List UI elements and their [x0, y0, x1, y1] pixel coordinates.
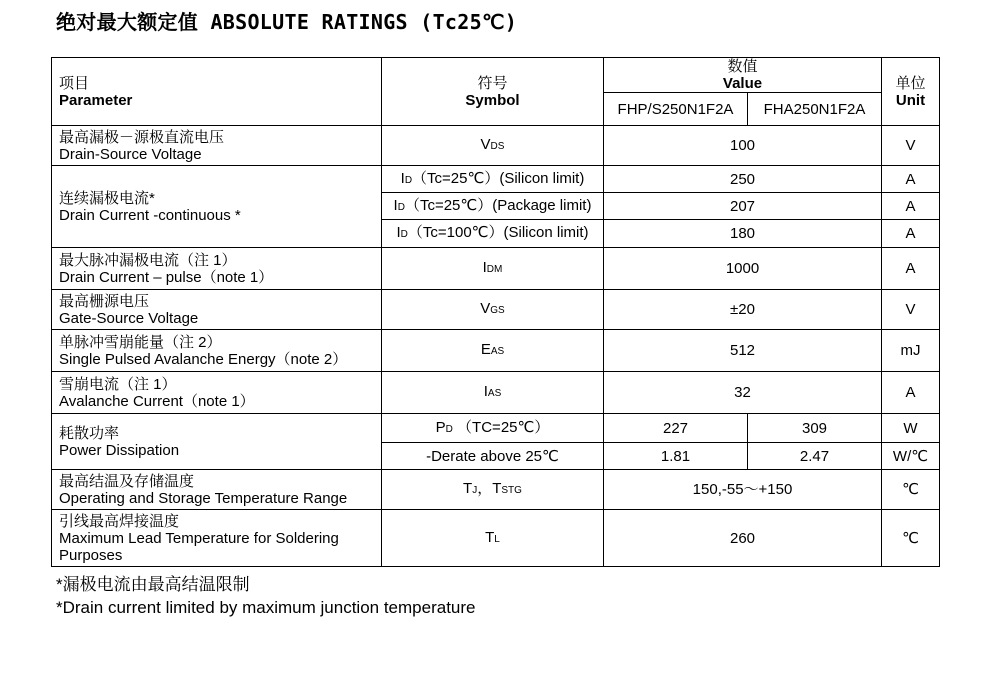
symbol-cell: -Derate above 25℃ [382, 443, 604, 470]
value-cell-col2: 309 [748, 414, 882, 443]
symbol-cell [382, 126, 604, 166]
param-cell [52, 126, 382, 166]
header-value-col1: FHP/S250N1F2A [604, 93, 748, 126]
header-symbol [382, 58, 604, 126]
row-eas [52, 330, 940, 372]
param-cn: 单脉冲雪崩能量（注 2） [59, 333, 222, 351]
header-row [52, 58, 940, 93]
param-cell [52, 166, 382, 248]
unit-cell: A [882, 248, 940, 290]
symbol-subscript: D [445, 423, 453, 435]
param-en: Drain-Source Voltage [59, 145, 202, 163]
symbol-cell [382, 220, 604, 248]
header-param-en: Parameter [59, 91, 133, 109]
unit-cell: ℃ [882, 510, 940, 567]
symbol-condition: （Tc=100℃）(Silicon limit) [407, 224, 589, 241]
symbol: I [393, 196, 398, 214]
symbol: I [396, 224, 401, 241]
footnote-en: *Drain current limited by maximum junction temperature [56, 598, 476, 617]
unit-cell: A [882, 166, 940, 193]
param-cn: 耗散功率 [59, 424, 120, 442]
param-cn: 最高栅源电压 [59, 292, 150, 310]
row-idm [52, 248, 940, 290]
param-en: Drain Current – pulse（note 1） [59, 268, 274, 286]
unit-cell: V [882, 126, 940, 166]
footnote-cn: *漏极电流由最高结温限制 [56, 575, 250, 594]
symbol-cell [382, 470, 604, 510]
symbol: E [480, 341, 491, 358]
param-cell [52, 290, 382, 330]
symbol-subscript: AS [487, 388, 502, 399]
symbol: T [463, 480, 473, 497]
unit-cell: W/℃ [882, 443, 940, 470]
row-vds [52, 126, 940, 166]
value-cell: 100 [604, 126, 882, 166]
header-unit [882, 58, 940, 126]
symbol: T [492, 480, 502, 497]
unit-cell: V [882, 290, 940, 330]
header-value-en: Value [722, 75, 763, 92]
symbol-subscript: D [404, 174, 413, 186]
unit-cell: ℃ [882, 470, 940, 510]
symbol-cell [382, 330, 604, 372]
symbol-condition: （Tc=25℃）(Silicon limit) [412, 169, 585, 187]
value-cell: 250 [604, 166, 882, 193]
value-cell: 150,-55～+150 [604, 470, 882, 510]
param-cell [52, 470, 382, 510]
param-en: Drain Current -continuous * [59, 206, 241, 224]
row-ias [52, 372, 940, 414]
symbol-subscript: STG [501, 485, 522, 496]
param-cn: 引线最高焊接温度 [59, 512, 180, 530]
symbol-separator: ， [477, 480, 493, 497]
header-unit-en: Unit [895, 91, 926, 109]
row-tj [52, 470, 940, 510]
param-en: Single Pulsed Avalanche Energy（note 2） [59, 350, 348, 368]
param-cn: 连续漏极电流* [59, 189, 155, 207]
symbol-subscript: DS [490, 141, 505, 152]
absolute-ratings-table [51, 57, 940, 567]
unit-cell: A [882, 220, 940, 248]
header-symbol-cn: 符号 [477, 74, 508, 92]
param-en: Maximum Lead Temperature for Soldering Purposes [59, 529, 339, 564]
value-cell: ±20 [604, 290, 882, 330]
value-cell: 180 [604, 220, 882, 248]
header-symbol-en: Symbol [465, 91, 520, 109]
unit-cell: mJ [882, 330, 940, 372]
symbol-subscript: D [397, 201, 405, 213]
header-unit-cn: 单位 [895, 74, 926, 92]
symbol-cell [382, 290, 604, 330]
param-en: Operating and Storage Temperature Range [59, 489, 348, 507]
value-cell-col1: 1.81 [604, 443, 748, 470]
symbol-subscript: D [400, 229, 408, 240]
symbol: T [485, 528, 495, 546]
value-cell: 512 [604, 330, 882, 372]
header-param-cn: 项目 [59, 74, 90, 92]
symbol-subscript: DM [486, 264, 503, 275]
symbol: I [483, 383, 488, 400]
header-value-cn: 数值 [727, 58, 758, 75]
symbol-cell [382, 414, 604, 443]
symbol: P [435, 418, 446, 436]
param-cell [52, 510, 382, 567]
param-cell [52, 414, 382, 470]
param-cell [52, 372, 382, 414]
symbol-cell [382, 193, 604, 220]
page-title: 绝对最大额定值 ABSOLUTE RATINGS (Tc25℃) [56, 10, 518, 34]
symbol: I [400, 169, 405, 187]
symbol: V [480, 136, 491, 153]
row-id-1 [52, 166, 940, 193]
symbol-condition: （Tc=25℃）(Package limit) [404, 196, 592, 214]
param-en: Avalanche Current（note 1） [59, 392, 255, 410]
param-cell [52, 248, 382, 290]
value-cell-col1: 227 [604, 414, 748, 443]
value-cell: 32 [604, 372, 882, 414]
value-cell: 1000 [604, 248, 882, 290]
row-pd [52, 414, 940, 443]
param-en: Power Dissipation [59, 441, 180, 459]
value-cell-col2: 2.47 [748, 443, 882, 470]
symbol: V [480, 300, 491, 317]
unit-cell: W [882, 414, 940, 443]
symbol-cell [382, 166, 604, 193]
symbol-subscript: L [494, 533, 500, 545]
symbol-cell [382, 372, 604, 414]
row-tl [52, 510, 940, 567]
symbol: I [482, 259, 487, 276]
param-cell [52, 330, 382, 372]
value-cell: 207 [604, 193, 882, 220]
symbol-cell [382, 510, 604, 567]
symbol-subscript: GS [490, 305, 505, 316]
unit-cell: A [882, 372, 940, 414]
header-parameter [52, 58, 382, 126]
symbol-condition: （TC=25℃） [452, 418, 550, 436]
param-cn: 雪崩电流（注 1） [59, 375, 177, 393]
symbol-subscript: J [472, 485, 478, 496]
param-cn: 最大脉冲漏极电流（注 1） [59, 251, 237, 269]
row-vgs [52, 290, 940, 330]
header-value-col2: FHA250N1F2A [748, 93, 882, 126]
value-cell: 260 [604, 510, 882, 567]
param-cn: 最高漏极－源极直流电压 [59, 128, 225, 146]
unit-cell: A [882, 193, 940, 220]
param-cn: 最高结温及存储温度 [59, 472, 195, 490]
symbol-subscript: AS [490, 346, 505, 357]
symbol-cell [382, 248, 604, 290]
header-value [604, 58, 882, 93]
param-en: Gate-Source Voltage [59, 309, 199, 327]
